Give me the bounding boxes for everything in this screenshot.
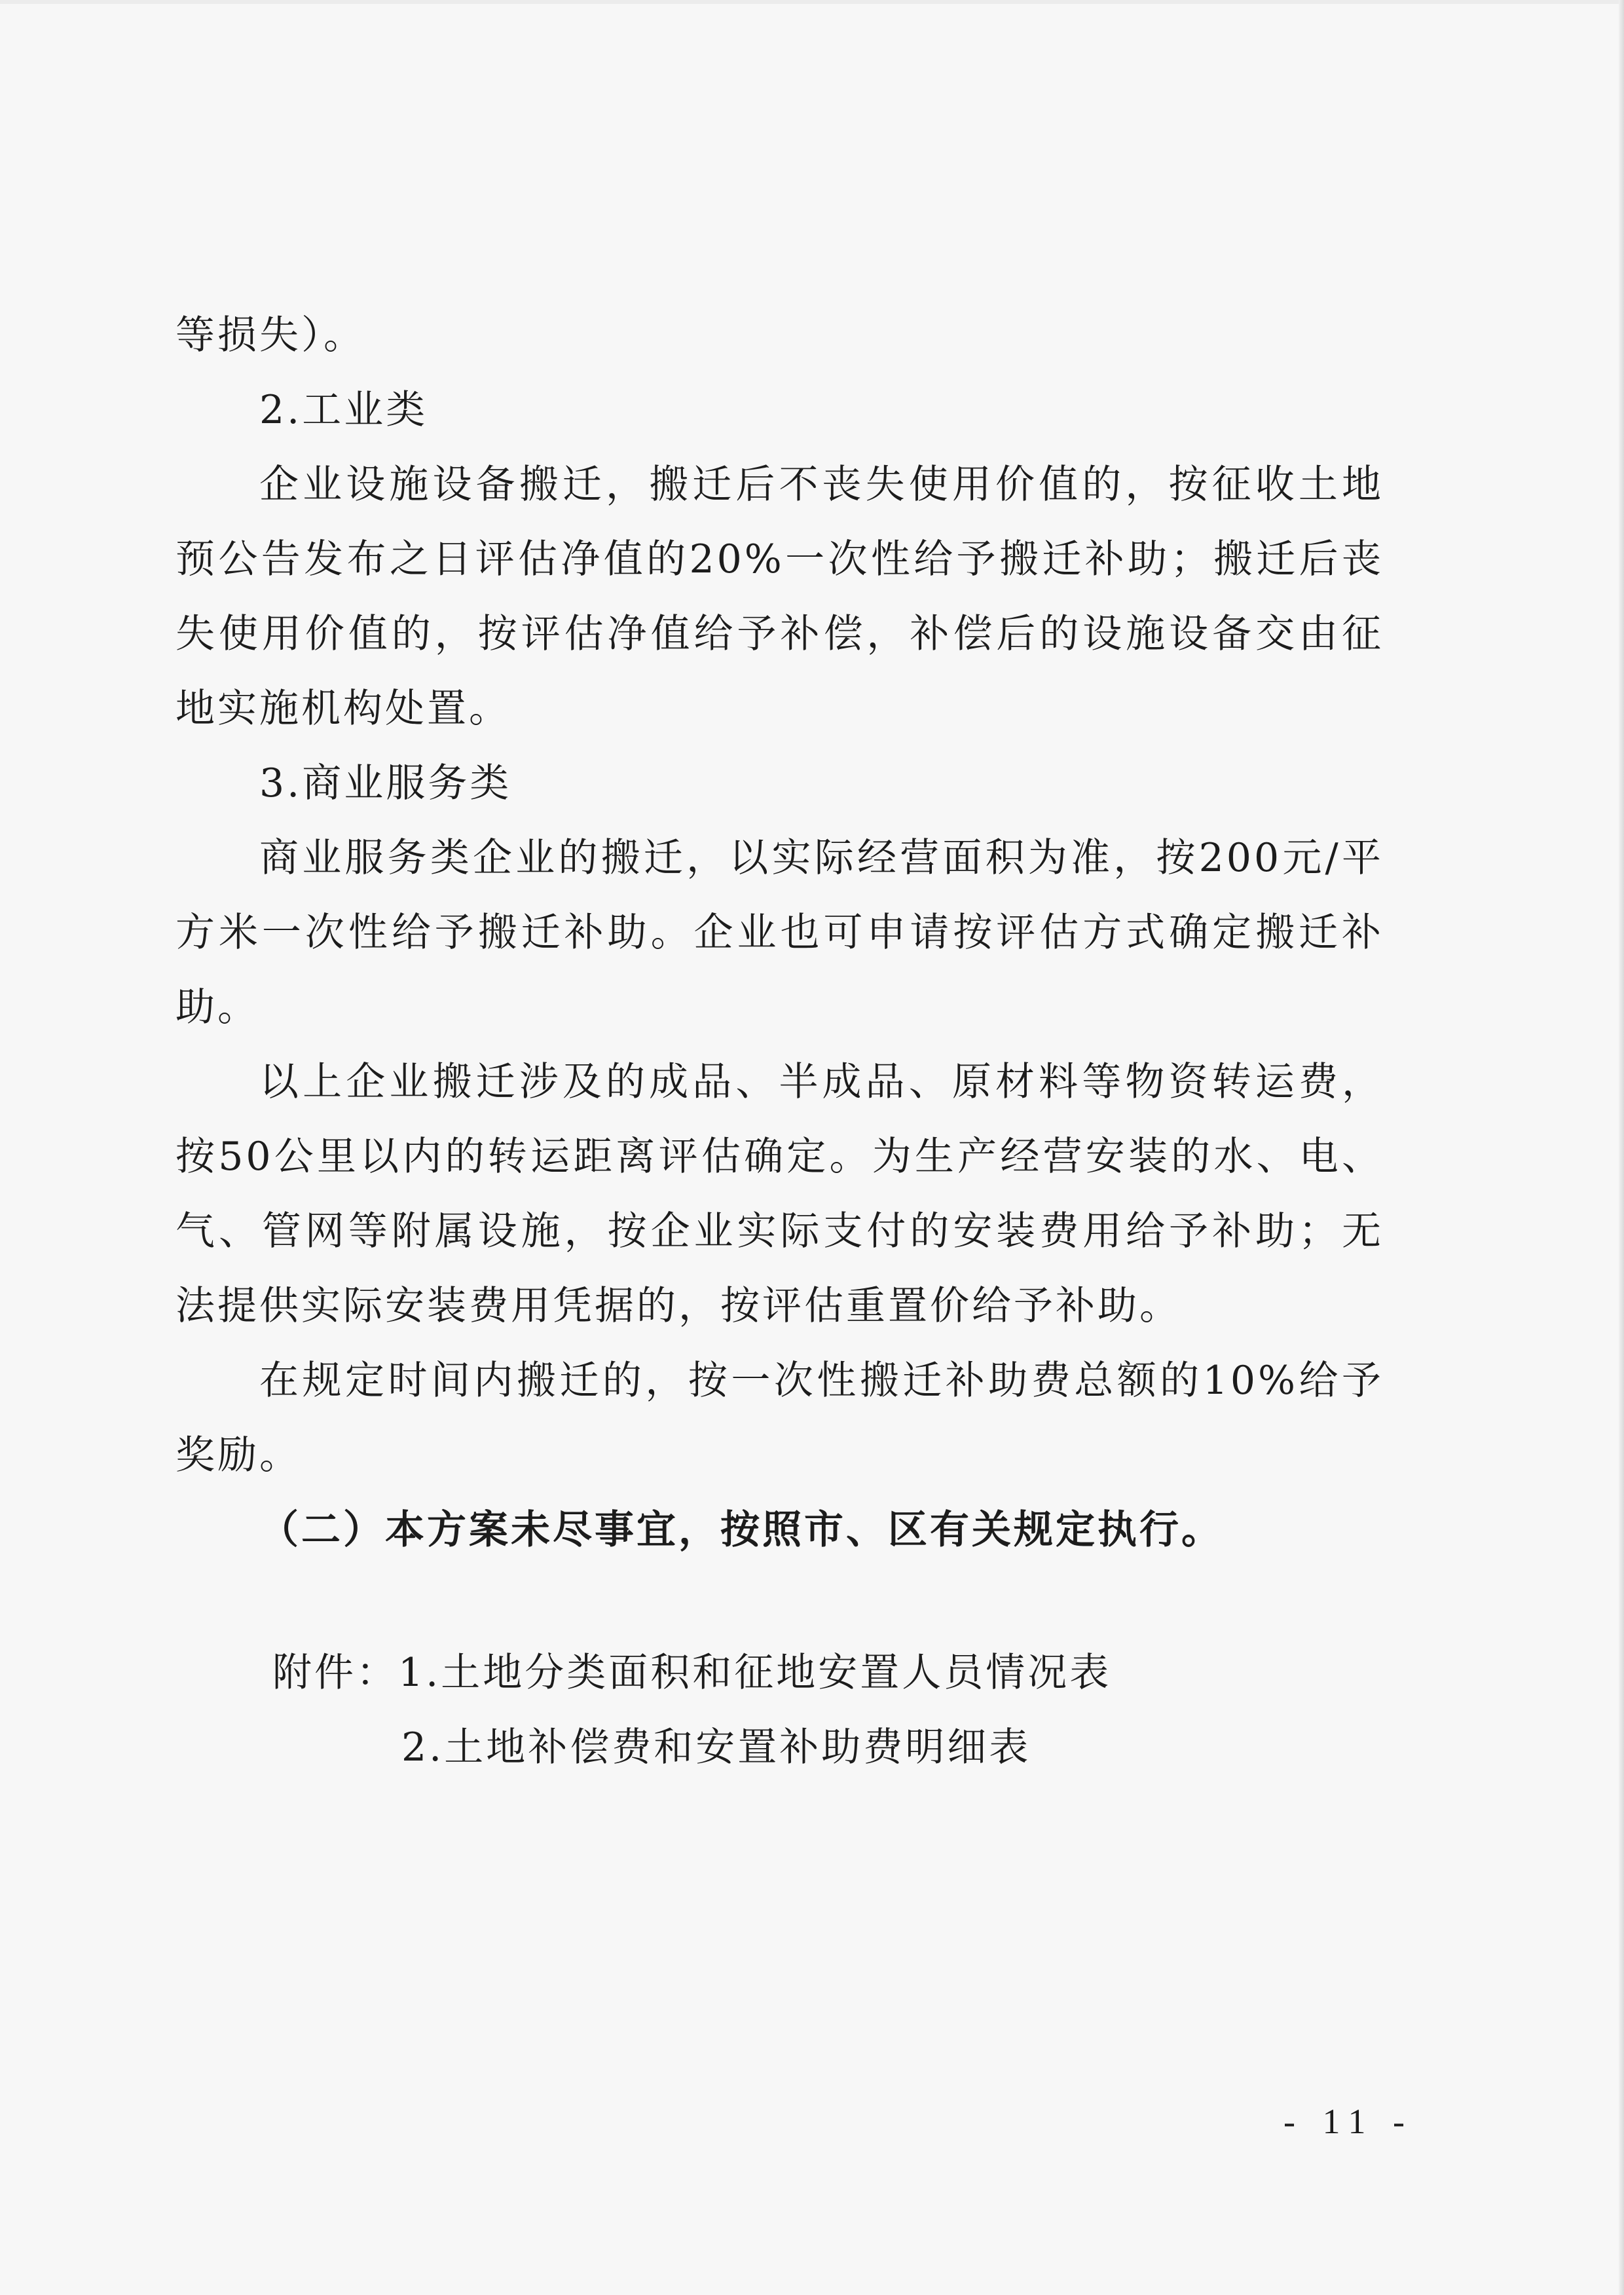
paragraph-commercial: 商业服务类企业的搬迁，以实际经营面积为准，按200元/平方米一次性给予搬迁补助。企业也可申请按评估方式确定搬迁补助。 — [175, 835, 1384, 1030]
attachment-item-2: 2.土地补偿费和安置补助费明细表 — [401, 1725, 1031, 1770]
paragraph-industrial: 企业设施设备搬迁，搬迁后不丧失使用价值的，按征收土地预公告发布之日评估净值的20%一次性给予搬迁补助；搬迁后丧失使用价值的，按评估净值给予补偿，补偿后的设施设备交由征地实施机构处置。 — [175, 462, 1384, 732]
heading-industrial: 2.工业类 — [259, 387, 428, 433]
section-heading-two: （二）本方案未尽事宜，按照市、区有关规定执行。 — [259, 1507, 1223, 1553]
paragraph-reward: 在规定时间内搬迁的，按一次性搬迁补助费总额的10%给予奖励。 — [175, 1358, 1384, 1478]
page-number: - 11 - — [1283, 2102, 1414, 2141]
attachment-label: 附件： — [272, 1650, 398, 1696]
body-text — [175, 298, 1384, 1785]
scan-edge-right — [1619, 0, 1624, 2295]
paragraph-transfer-fees: 以上企业搬迁涉及的成品、半成品、原材料等物资转运费，按50公里以内的转运距离评估确定。为生产经营安装的水、电、气、管网等附属设施，按企业实际支付的安装费用给予补助；无法提供实际安装费用凭据的，按评估重置价给予补助。 — [175, 1059, 1384, 1329]
paragraph-continuation: 等损失）。 — [175, 312, 365, 358]
attachment-list — [175, 1635, 1384, 1710]
spacer — [175, 1567, 1384, 1635]
attachment-item-1: 1.土地分类面积和征地安置人员情况表 — [398, 1650, 1112, 1696]
heading-commercial: 3.商业服务类 — [259, 760, 512, 806]
attachment-item-2-row — [175, 1710, 1384, 1785]
scan-edge-top — [0, 0, 1624, 4]
